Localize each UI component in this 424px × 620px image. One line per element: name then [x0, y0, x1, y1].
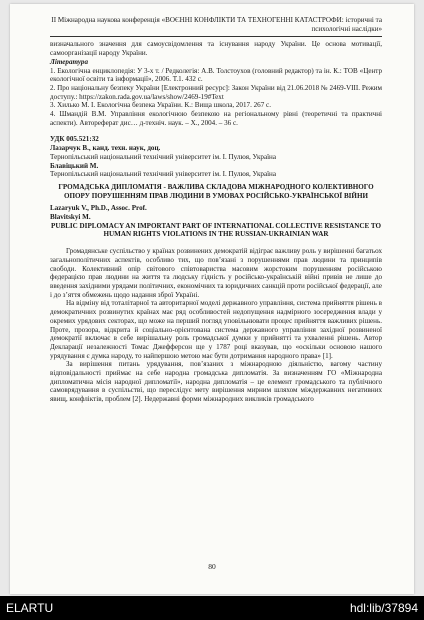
footer-handle[interactable]: hdl:lib/37894	[349, 601, 418, 615]
body-paragraph-2: На відміну від тоталітарної та авторитарної моделі державного управління, система прийняття рішень в демократичних розвинутих країнах має ряд особливостей недопущення надмірного зосередження влади у окремих урядових секторах, що може на перший погляд уповільнювати процес прийняття важливих рішень. Проте, прозора, відкрита й соціально-орієнтована система державного управління західної розвиненої демократії включає в себе вирішальну роль громадської думки у прийнятті та ухваленні рішень. Автор Декларації незалежності Томас Джефферсон ще у 1787 році вказував, що «оскільки основою нашого урядування є думка народу, то найпершою метою має бути дотримання народного права» [1].	[50, 299, 382, 360]
affiliation-2-ua: Тернопільський національний технічний університет ім. І. Пулюя, Україна	[50, 170, 277, 179]
body-paragraph-3: За вирішення питань урядування, пов’язаних з міжнародною діяльністю, вагому частину відповідальності приймає на себе народна громадська дипломатія. За визначенням ГО «Міжнародна дипломатична місія народної дипломатії», народна дипломатія – це елемент громадського та публічного самоврядування в суспільстві, що переслідує мету вирішення мирним шляхом міждержавних негативних явищ, конфліктів, проблем [2]. Недержавні форми міжнародних викликів громадського	[50, 360, 382, 404]
article-title-en: PUBLIC DIPLOMACY AN IMPORTANT PART OF INTERNATIONAL COLLECTIVE RESISTANCE TO HUMAN RIGHTS VIOLATIONS IN THE RUSSIAN-UKRAINIAN WAR	[50, 221, 381, 239]
reference-1: 1. Екологічна енциклопедія: У 3-х т. / Редколегія: А.В. Толстоухов (головний редактор) та ін. К.: ТОВ «Центр екологічної освіти та інформації», 2006. Т.1. 432 с.	[50, 66, 382, 84]
document-page	[10, 4, 414, 594]
article-title-ua: ГРОМАДСЬКА ДИПЛОМАТІЯ - ВАЖЛИВА СКЛАДОВА МІЖНАРОДНОГО КОЛЕКТИВНОГО ОПОРУ ПОРУШЕННЯМ ПРАВ ЛЮДИНИ В УМОВАХ РОСІЙСЬКО-УКРАЇНСЬКОЇ ВІЙНИ	[58, 182, 374, 200]
conference-header: ІІ Міжнародна наукова конференція «ВОЄННІ КОНФЛІКТИ ТА ТЕХНОГЕННІ КАТАСТРОФИ: історичні та психологічні наслідки»	[51, 16, 382, 33]
page-number: 80	[208, 562, 216, 571]
author-2-ua: Блавіцький М.	[50, 161, 99, 170]
footer-repository-label: ELARTU	[6, 601, 54, 615]
author-1-en: Lazaryuk V., Ph.D., Assoc. Prof.	[50, 204, 147, 213]
footer-bar	[0, 596, 424, 620]
intro-paragraph: визначального значення для самоусвідомлення та існування народу України. Це основа мотивації, самоорганізації народу України.	[50, 40, 382, 58]
reference-2: 2. Про національну безпеку України [Електронний ресурс]: Закон України від 21.06.2018 № 2469-VIII. Режим доступу.: https://zakon.rada.gov.ua/laws/show/2469-19#Text	[50, 83, 382, 101]
udk-code: УДК 005.521:32	[50, 135, 99, 144]
page-content	[50, 16, 382, 404]
reference-4: 4. Шмандій В.М. Управління екологічною безпекою на регіональному рівні (теоретичні та практичні аспекти). Автореферат дис… д-техніч. наук. – Х., 2004. – 36 с.	[50, 110, 382, 127]
literature-heading: Література	[50, 57, 88, 66]
author-1-ua: Лазарчук В., канд. техн. наук, доц.	[50, 144, 161, 153]
header-rule	[50, 36, 382, 37]
body-paragraph-1: Громадянське суспільство у країнах розвинених демократій відіграє важливу роль у вирішенні багатьох загальнополітичних аспектів, особливо тих, що пов’язані з порушеннями прав людини та принципів свободи. Колективний опір світового співтовариства масовим жорстоким порушенням російською федерацією прав людини на життя та людську гідність у російсько-українській війні привів не лише до введення західними урядами політичних, економічних та юридичних санкцій проти російської федерації, але і до з’яття обмежень щодо надання зброї Україні.	[50, 247, 382, 299]
author-2-en: Blavitskyi M.	[50, 213, 91, 222]
reference-3: 3. Хилько М. І. Екологічна безпека України. К.: Вища школа, 2017. 267 с.	[50, 101, 271, 110]
affiliation-1-ua: Тернопільський національний технічний університет ім. І. Пулюя, Україна	[50, 152, 277, 161]
